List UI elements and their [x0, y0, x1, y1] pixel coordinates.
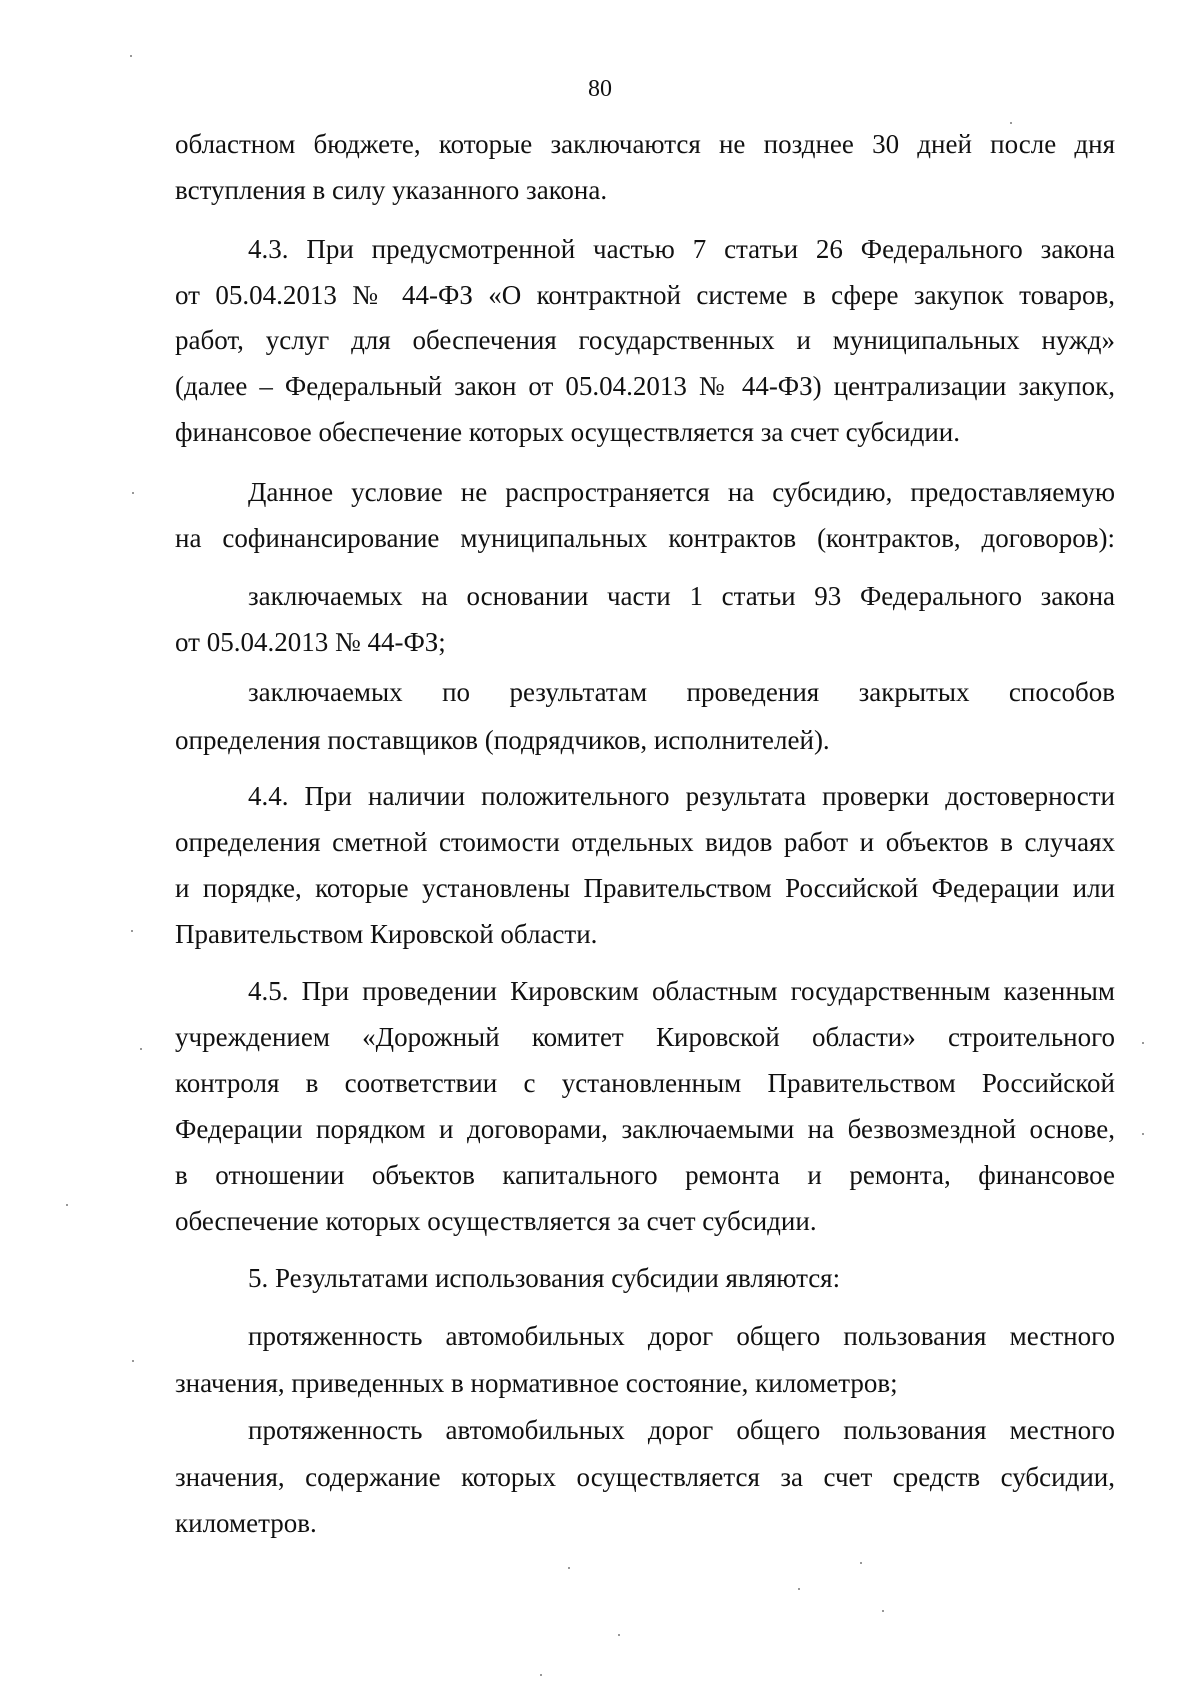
text-line: Данное условие не распространяется на субсидию, предоставляемую	[248, 477, 1115, 507]
text-line: протяженность автомобильных дорог общего пользования местного	[248, 1415, 1115, 1445]
text-line: заключаемых на основании части 1 статьи 93 Федерального закона	[248, 581, 1115, 611]
text-line: определения поставщиков (подрядчиков, исполнителей).	[175, 725, 830, 755]
text-line: от 05.04.2013 № 44-ФЗ «О контрактной системе в сфере закупок товаров,	[175, 280, 1115, 310]
scan-speck	[140, 1048, 142, 1050]
text-line: Федерации порядком и договорами, заключаемыми на безвозмездной основе,	[175, 1114, 1115, 1144]
scan-speck	[66, 1204, 68, 1206]
text-line: километров.	[175, 1508, 317, 1538]
text-line: 4.3. При предусмотренной частью 7 статьи 26 Федерального закона	[248, 234, 1115, 264]
scan-speck	[132, 492, 134, 494]
scan-speck	[860, 1562, 862, 1564]
text-line: 5. Результатами использования субсидии являются:	[248, 1263, 841, 1293]
scan-speck	[882, 1610, 884, 1612]
scan-speck	[798, 1588, 800, 1590]
text-line: протяженность автомобильных дорог общего пользования местного	[248, 1321, 1115, 1351]
text-line: на софинансирование муниципальных контрактов (контрактов, договоров):	[175, 523, 1115, 553]
text-line: 4.4. При наличии положительного результата проверки достоверности	[248, 781, 1115, 811]
page-number: 80	[588, 76, 612, 102]
scan-speck	[618, 1634, 620, 1636]
text-line: контроля в соответствии с установленным Правительством Российской	[175, 1068, 1115, 1098]
scan-speck	[130, 55, 132, 57]
text-line: обеспечение которых осуществляется за счет субсидии.	[175, 1206, 817, 1236]
scan-speck	[1142, 1042, 1144, 1044]
text-line: 4.5. При проведении Кировским областным государственным казенным	[248, 976, 1115, 1006]
text-line: Правительством Кировской области.	[175, 919, 598, 949]
text-line: работ, услуг для обеспечения государственных и муниципальных нужд»	[175, 325, 1115, 355]
text-line: (далее – Федеральный закон от 05.04.2013 № 44-ФЗ) централизации закупок,	[175, 371, 1115, 401]
text-line: определения сметной стоимости отдельных видов работ и объектов в случаях	[175, 827, 1115, 857]
text-line: учреждением «Дорожный комитет Кировской области» строительного	[175, 1022, 1115, 1052]
scan-speck	[1142, 1133, 1144, 1135]
text-line: областном бюджете, которые заключаются не позднее 30 дней после дня	[175, 129, 1115, 159]
scan-speck	[1010, 122, 1012, 124]
text-line: от 05.04.2013 № 44-ФЗ;	[175, 627, 446, 657]
text-line: значения, содержание которых осуществляется за счет средств субсидии,	[175, 1462, 1115, 1492]
text-line: значения, приведенных в нормативное состояние, километров;	[175, 1368, 898, 1398]
scan-speck	[131, 930, 133, 932]
scan-speck	[132, 1360, 134, 1362]
scan-speck	[568, 1567, 570, 1569]
scan-speck	[540, 1674, 542, 1676]
text-line: финансовое обеспечение которых осуществляется за счет субсидии.	[175, 417, 961, 447]
text-line: заключаемых по результатам проведения закрытых способов	[248, 677, 1115, 707]
text-line: вступления в силу указанного закона.	[175, 175, 608, 205]
text-line: в отношении объектов капитального ремонта и ремонта, финансовое	[175, 1160, 1115, 1190]
text-line: и порядке, которые установлены Правительством Российской Федерации или	[175, 873, 1115, 903]
